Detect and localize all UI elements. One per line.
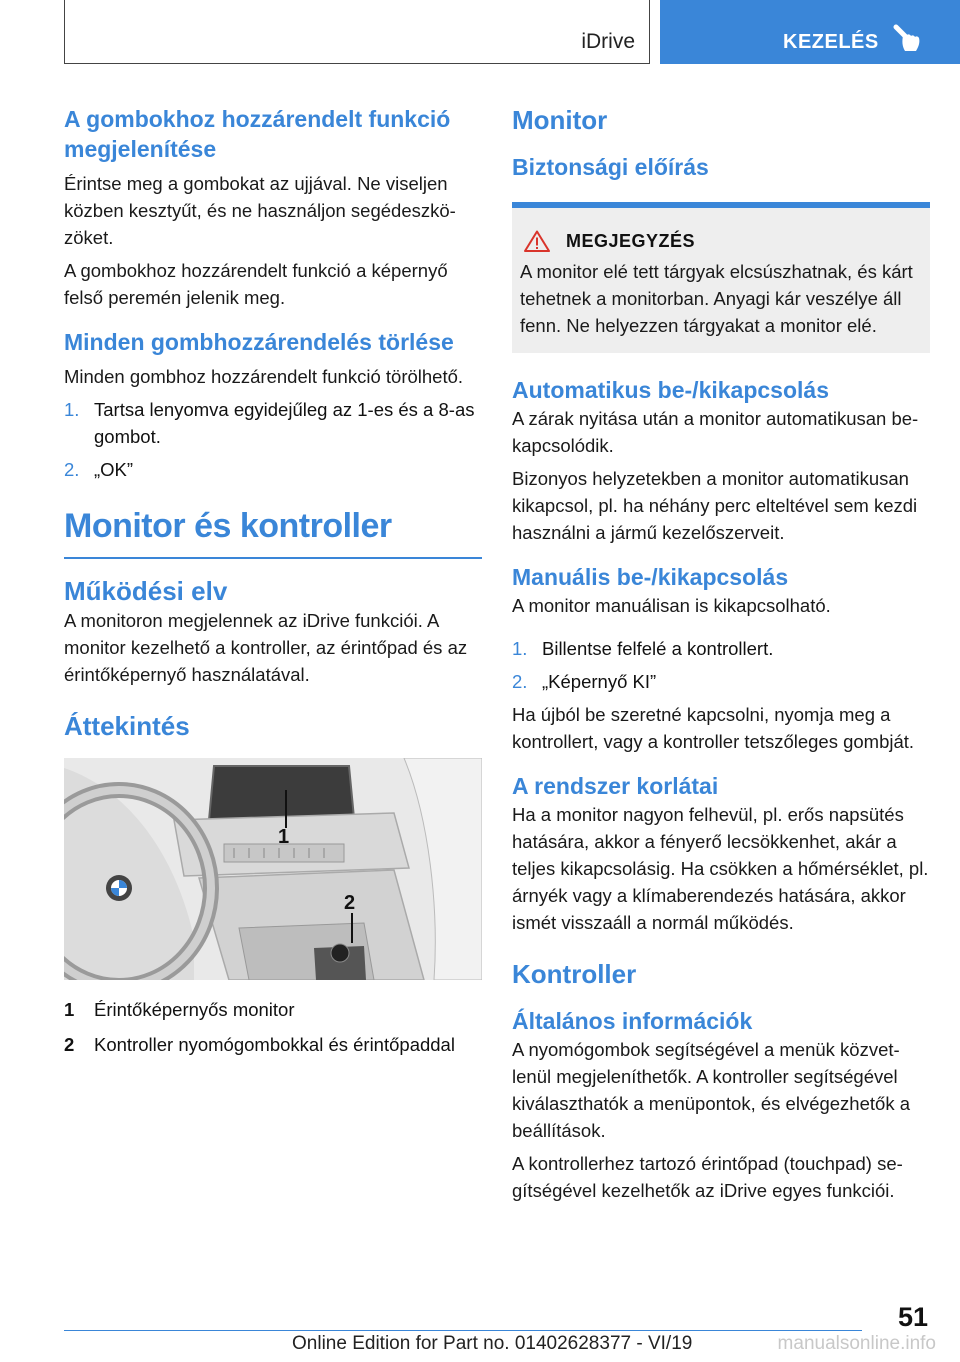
paragraph-assignment-1: Érintse meg a gombokat az ujjával. Ne viseljen közben kesztyűt, és ne használjon segédeszközöket. xyxy=(64,173,456,248)
notice-title: MEGJEGYZÉS xyxy=(566,230,696,251)
list-item xyxy=(64,396,482,450)
header-section-title: iDrive xyxy=(581,30,635,53)
list-item-number: 1. xyxy=(64,399,80,420)
paragraph-general-2: A kontrollerhez tartozó érintőpad (touchpad) segítségével kezelhetők az iDrive egyes funkciói. xyxy=(512,1153,903,1201)
page-number: 51 xyxy=(897,1302,928,1332)
warning-triangle-icon xyxy=(524,230,550,252)
legend-number: 2 xyxy=(64,1034,75,1055)
list-item xyxy=(512,668,930,695)
heading-monitor: Monitor xyxy=(512,105,608,135)
heading-auto-on-off: Automatikus be-/kikapcsolás xyxy=(512,377,829,403)
list-item-number: 2. xyxy=(512,671,528,692)
heading-controller: Kontroller xyxy=(512,959,637,989)
paragraph-general-1: A nyomógombok segítségével a menük közvetlenül megjeleníthetők. A kontroller segítségével kiválaszthatók a menüpontok, és elvégezhetők a beállítások. xyxy=(512,1039,910,1141)
list-item-number: 1. xyxy=(512,638,528,659)
legend-text: Kontroller nyomógombokkal és érintőpaddal xyxy=(94,1034,455,1055)
list-item-text: „OK” xyxy=(94,459,134,480)
header-chapter-tab xyxy=(660,0,960,64)
footer-edition: Online Edition for Part no. 01402628377 - VI/19 xyxy=(292,1333,693,1354)
cockpit-drawing xyxy=(64,758,482,980)
cockpit-illustration xyxy=(64,758,482,980)
heading-delete-assignments: Minden gombhozzárendelés törlése xyxy=(64,329,454,355)
pointing-hand-icon xyxy=(892,24,922,56)
legend-text: Érintőképernyős monitor xyxy=(94,999,295,1020)
chapter-heading-monitor-controller: Monitor és kontroller xyxy=(64,507,392,545)
paragraph-principle: A monitoron megjelennek az iDrive funkciói. A monitor kezelhető a kontroller, az érintőpad és az érintőképernyő használatával. xyxy=(64,610,468,685)
notice-text: A monitor elé tett tárgyak elcsúszhatnak, és kárt tehetnek a monitorban. Anyagi kár veszélye áll fenn. Ne helyezzen tárgyakat a monitor elé. xyxy=(520,261,913,336)
watermark: manualsonline.info xyxy=(777,1333,936,1354)
paragraph-limits: Ha a monitor nagyon felhevül, pl. erős napsütés hatására, akkor a fényerő lecsökkenhet, akár a teljes kikapcsolásig. Ha csökken a hőmérséklet, pl. árnyék vagy a klímaberendezés hatására, akkor ismét visszaáll a normál működés. xyxy=(512,804,929,933)
header-chapter-label: KEZELÉS xyxy=(783,31,879,53)
paragraph-manual: A monitor manuálisan is kikapcsolható. xyxy=(512,595,831,616)
list-item-text: „Képernyő KI” xyxy=(542,671,657,692)
list-item-text: Billentse felfelé a kontrollert. xyxy=(542,638,774,659)
right-column xyxy=(512,104,930,1204)
heading-button-assignment: A gombokhoz hozzárendelt funkció megjelenítése xyxy=(64,106,451,162)
paragraph-manual-2: Ha újból be szeretné kapcsolni, nyomja meg a kontrollert, vagy a kontroller tetszőleges gombját. xyxy=(512,704,915,752)
heading-safety: Biztonsági előírás xyxy=(512,154,709,180)
list-item-text: Tartsa lenyomva egyidejűleg az 1-es és a 8-as gombot. xyxy=(94,399,475,447)
paragraph-auto-2: Bizonyos helyzetekben a monitor automatikusan kikapcsol, pl. ha néhány perc elteltével sem kezdi használni a jármű kezelőszerveit. xyxy=(512,468,918,543)
legend-number: 1 xyxy=(64,999,75,1020)
heading-system-limits: A rendszer korlátai xyxy=(512,773,719,799)
heading-operating-principle: Működési elv xyxy=(64,576,228,606)
footer-divider xyxy=(64,1330,862,1331)
paragraph-delete: Minden gombhoz hozzárendelt funkció törölhető. xyxy=(64,366,464,387)
heading-manual-on-off: Manuális be-/kikapcsolás xyxy=(512,564,789,590)
legend-item xyxy=(64,1031,482,1058)
list-item xyxy=(512,635,930,662)
legend-item xyxy=(64,996,482,1023)
header-section-box xyxy=(64,0,650,64)
list-item xyxy=(64,456,482,483)
list-item-number: 2. xyxy=(64,459,80,480)
paragraph-auto-1: A zárak nyitása után a monitor automatikusan bekapcsolódik. xyxy=(512,408,919,456)
figure-callout-1: 1 xyxy=(278,826,290,848)
paragraph-assignment-2: A gombokhoz hozzárendelt funkció a képernyő felső peremén jelenik meg. xyxy=(64,260,448,308)
notice-box xyxy=(512,202,930,353)
heading-overview: Áttekintés xyxy=(64,711,190,741)
chapter-heading-wrap xyxy=(64,505,482,559)
left-column xyxy=(64,104,482,1058)
figure-callout-2: 2 xyxy=(344,892,356,914)
heading-general-info: Általános információk xyxy=(512,1008,753,1034)
